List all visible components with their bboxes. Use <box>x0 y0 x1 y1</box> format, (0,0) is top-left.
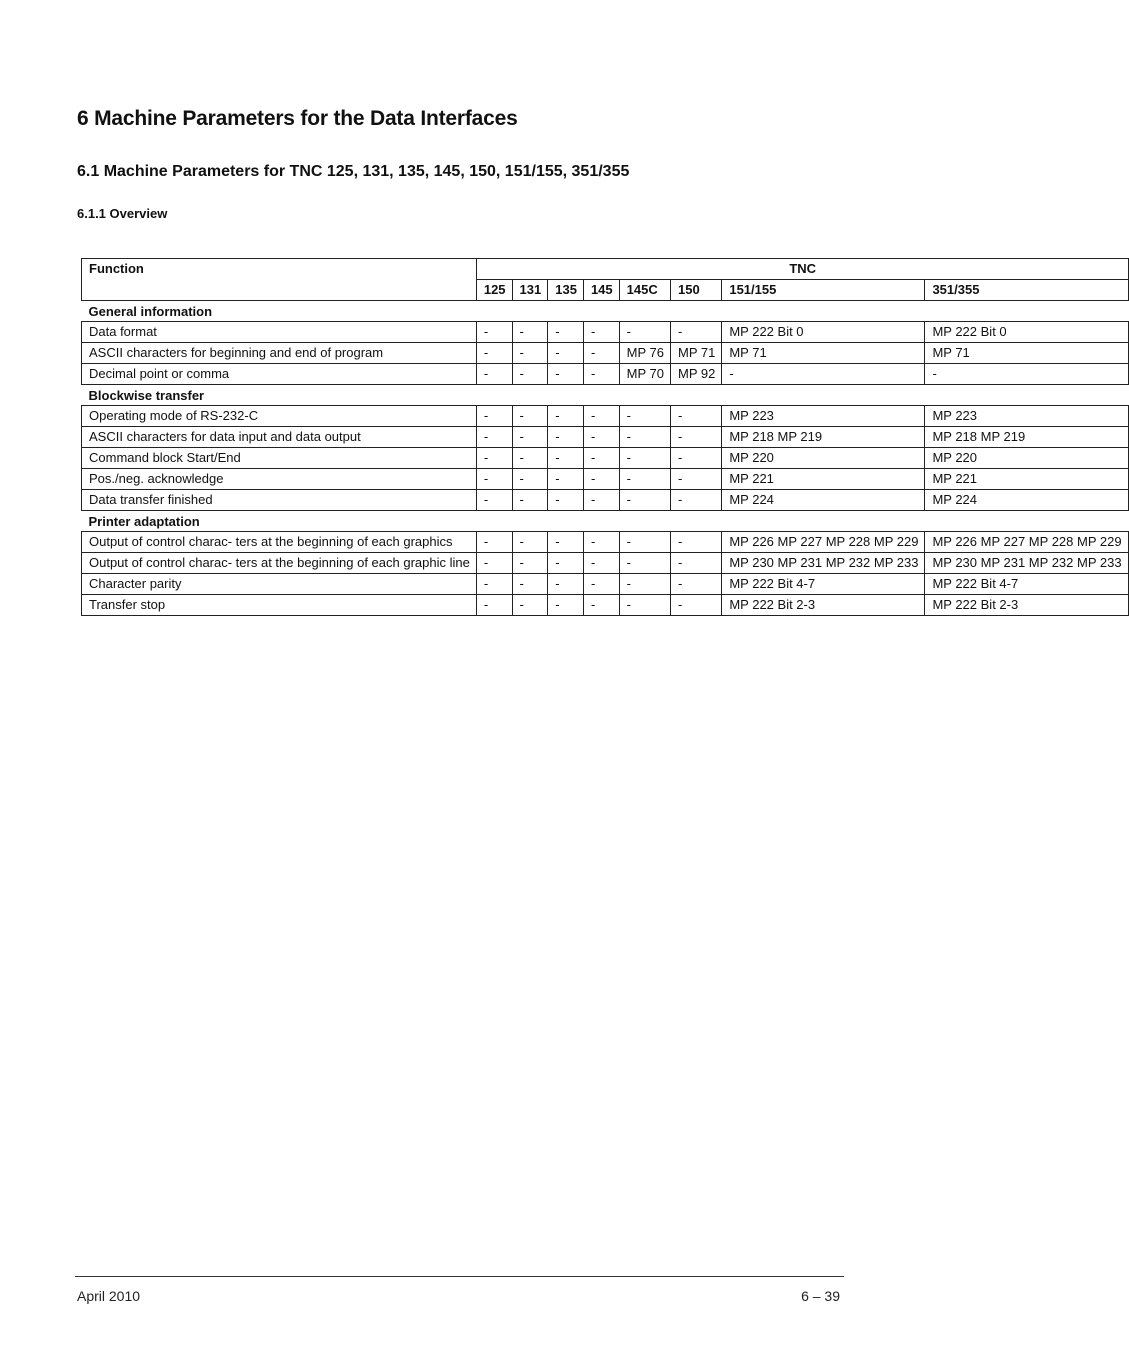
parameter-cell: - <box>671 574 722 595</box>
parameter-cell: - <box>512 364 548 385</box>
parameter-cell: - <box>512 448 548 469</box>
section-row <box>82 301 1129 322</box>
parameter-cell: - <box>583 406 619 427</box>
parameter-cell: - <box>476 490 512 511</box>
parameter-cell: - <box>583 448 619 469</box>
parameter-cell: MP 222 Bit 4-7 <box>722 574 925 595</box>
parameter-cell: MP 222 Bit 2-3 <box>722 595 925 616</box>
parameter-cell: MP 221 <box>925 469 1128 490</box>
parameter-cell: - <box>476 322 512 343</box>
parameter-cell: MP 222 Bit 0 <box>722 322 925 343</box>
parameter-cell: MP 220 <box>925 448 1128 469</box>
parameter-cell: - <box>548 595 584 616</box>
parameter-cell: MP 222 Bit 4-7 <box>925 574 1128 595</box>
parameter-cell: - <box>548 406 584 427</box>
parameter-cell: - <box>619 427 670 448</box>
column-header: 351/355 <box>925 280 1128 301</box>
column-header: 151/155 <box>722 280 925 301</box>
parameter-cell: MP 71 <box>722 343 925 364</box>
parameter-cell: - <box>671 553 722 574</box>
parameter-cell: - <box>671 406 722 427</box>
column-header: 125 <box>476 280 512 301</box>
table-row <box>82 490 1129 511</box>
parameter-cell: MP 230 MP 231 MP 232 MP 233 <box>722 553 925 574</box>
function-cell: Output of control charac- ters at the beginning of each graphics <box>82 532 477 553</box>
parameter-cell: - <box>548 490 584 511</box>
parameter-cell: - <box>548 343 584 364</box>
parameter-cell: - <box>671 490 722 511</box>
function-header: Function <box>82 259 477 301</box>
parameter-cell: - <box>548 574 584 595</box>
function-cell: Operating mode of RS-232-C <box>82 406 477 427</box>
column-header: 150 <box>671 280 722 301</box>
parameter-cell: - <box>476 406 512 427</box>
section-row <box>82 511 1129 532</box>
parameter-cell: MP 226 MP 227 MP 228 MP 229 <box>722 532 925 553</box>
parameter-cell: - <box>512 490 548 511</box>
parameter-cell: - <box>476 427 512 448</box>
parameter-cell: - <box>548 322 584 343</box>
function-cell: Command block Start/End <box>82 448 477 469</box>
page-number: 6 – 39 <box>801 1288 840 1304</box>
tnc-group-header: TNC <box>476 259 1128 280</box>
column-header: 145 <box>583 280 619 301</box>
parameter-cell: - <box>476 448 512 469</box>
parameter-cell: - <box>476 532 512 553</box>
table-row <box>82 322 1129 343</box>
parameter-cell: - <box>619 595 670 616</box>
parameter-cell: - <box>512 532 548 553</box>
table-row <box>82 574 1129 595</box>
parameter-cell: - <box>671 469 722 490</box>
parameter-cell: - <box>619 322 670 343</box>
parameter-cell: MP 222 Bit 0 <box>925 322 1128 343</box>
parameter-cell: - <box>583 322 619 343</box>
parameter-cell: - <box>512 574 548 595</box>
parameter-cell: MP 220 <box>722 448 925 469</box>
page-title: 6 Machine Parameters for the Data Interfaces <box>77 107 518 130</box>
column-header: 135 <box>548 280 584 301</box>
section-row <box>82 385 1129 406</box>
parameter-cell: - <box>583 532 619 553</box>
parameter-cell: MP 71 <box>925 343 1128 364</box>
parameter-cell: - <box>583 574 619 595</box>
function-cell: ASCII characters for beginning and end of program <box>82 343 477 364</box>
table-header-row-1 <box>82 259 1129 280</box>
parameter-cell: - <box>548 553 584 574</box>
function-cell: Character parity <box>82 574 477 595</box>
function-cell: Output of control charac- ters at the beginning of each graphic line <box>82 553 477 574</box>
parameter-cell: MP 218 MP 219 <box>722 427 925 448</box>
parameter-cell: MP 221 <box>722 469 925 490</box>
parameter-cell: - <box>512 406 548 427</box>
table-row <box>82 532 1129 553</box>
parameter-cell: - <box>671 448 722 469</box>
function-cell: Data transfer finished <box>82 490 477 511</box>
parameter-cell: MP 92 <box>671 364 722 385</box>
subsection-heading: 6.1.1 Overview <box>77 206 168 221</box>
parameter-cell: MP 230 MP 231 MP 232 MP 233 <box>925 553 1128 574</box>
section-title: General information <box>82 301 1129 322</box>
parameter-cell: MP 218 MP 219 <box>925 427 1128 448</box>
parameter-cell: - <box>548 427 584 448</box>
parameter-cell: - <box>583 364 619 385</box>
column-header: 131 <box>512 280 548 301</box>
parameter-cell: - <box>512 343 548 364</box>
function-cell: Pos./neg. acknowledge <box>82 469 477 490</box>
parameter-cell: - <box>512 469 548 490</box>
footer-rule <box>75 1276 844 1277</box>
parameter-cell: - <box>548 469 584 490</box>
parameter-cell: - <box>619 448 670 469</box>
parameter-cell: - <box>671 322 722 343</box>
machine-parameters-table <box>81 258 1129 616</box>
parameter-cell: - <box>476 553 512 574</box>
parameter-cell: - <box>925 364 1128 385</box>
parameter-cell: - <box>619 532 670 553</box>
parameter-cell: MP 224 <box>925 490 1128 511</box>
parameter-cell: - <box>583 553 619 574</box>
parameter-cell: - <box>583 490 619 511</box>
parameter-cell: - <box>619 574 670 595</box>
table-row <box>82 469 1129 490</box>
column-header: 145C <box>619 280 670 301</box>
section-title: Printer adaptation <box>82 511 1129 532</box>
section-heading: 6.1 Machine Parameters for TNC 125, 131, 135, 145, 150, 151/155, 351/355 <box>77 163 630 180</box>
parameter-cell: - <box>583 427 619 448</box>
table-row <box>82 406 1129 427</box>
footer-date: April 2010 <box>77 1288 141 1304</box>
parameter-cell: - <box>548 448 584 469</box>
section-title: Blockwise transfer <box>82 385 1129 406</box>
parameter-cell: - <box>476 364 512 385</box>
parameter-cell: - <box>476 574 512 595</box>
parameter-cell: - <box>583 595 619 616</box>
parameter-cell: MP 71 <box>671 343 722 364</box>
parameter-cell: - <box>619 490 670 511</box>
table-row <box>82 427 1129 448</box>
parameter-cell: - <box>671 532 722 553</box>
parameter-cell: - <box>512 553 548 574</box>
parameter-cell: - <box>476 343 512 364</box>
parameter-cell: - <box>548 364 584 385</box>
parameter-cell: MP 223 <box>722 406 925 427</box>
parameter-cell: MP 76 <box>619 343 670 364</box>
parameter-cell: MP 222 Bit 2-3 <box>925 595 1128 616</box>
table-row <box>82 448 1129 469</box>
parameter-cell: - <box>671 427 722 448</box>
parameter-cell: - <box>476 595 512 616</box>
parameter-cell: - <box>619 553 670 574</box>
parameter-cell: - <box>548 532 584 553</box>
function-cell: ASCII characters for data input and data output <box>82 427 477 448</box>
parameter-cell: - <box>619 469 670 490</box>
parameter-cell: - <box>512 322 548 343</box>
parameter-cell: - <box>722 364 925 385</box>
function-cell: Data format <box>82 322 477 343</box>
function-cell: Transfer stop <box>82 595 477 616</box>
parameter-cell: - <box>671 595 722 616</box>
parameter-cell: MP 70 <box>619 364 670 385</box>
parameter-cell: - <box>512 427 548 448</box>
parameter-cell: - <box>583 469 619 490</box>
parameter-cell: - <box>476 469 512 490</box>
parameter-cell: - <box>619 406 670 427</box>
function-cell: Decimal point or comma <box>82 364 477 385</box>
table-row <box>82 553 1129 574</box>
table-row <box>82 343 1129 364</box>
parameter-cell: - <box>512 595 548 616</box>
table-row <box>82 364 1129 385</box>
parameter-cell: MP 226 MP 227 MP 228 MP 229 <box>925 532 1128 553</box>
parameter-cell: MP 223 <box>925 406 1128 427</box>
parameter-cell: MP 224 <box>722 490 925 511</box>
parameter-cell: - <box>583 343 619 364</box>
table-row <box>82 595 1129 616</box>
